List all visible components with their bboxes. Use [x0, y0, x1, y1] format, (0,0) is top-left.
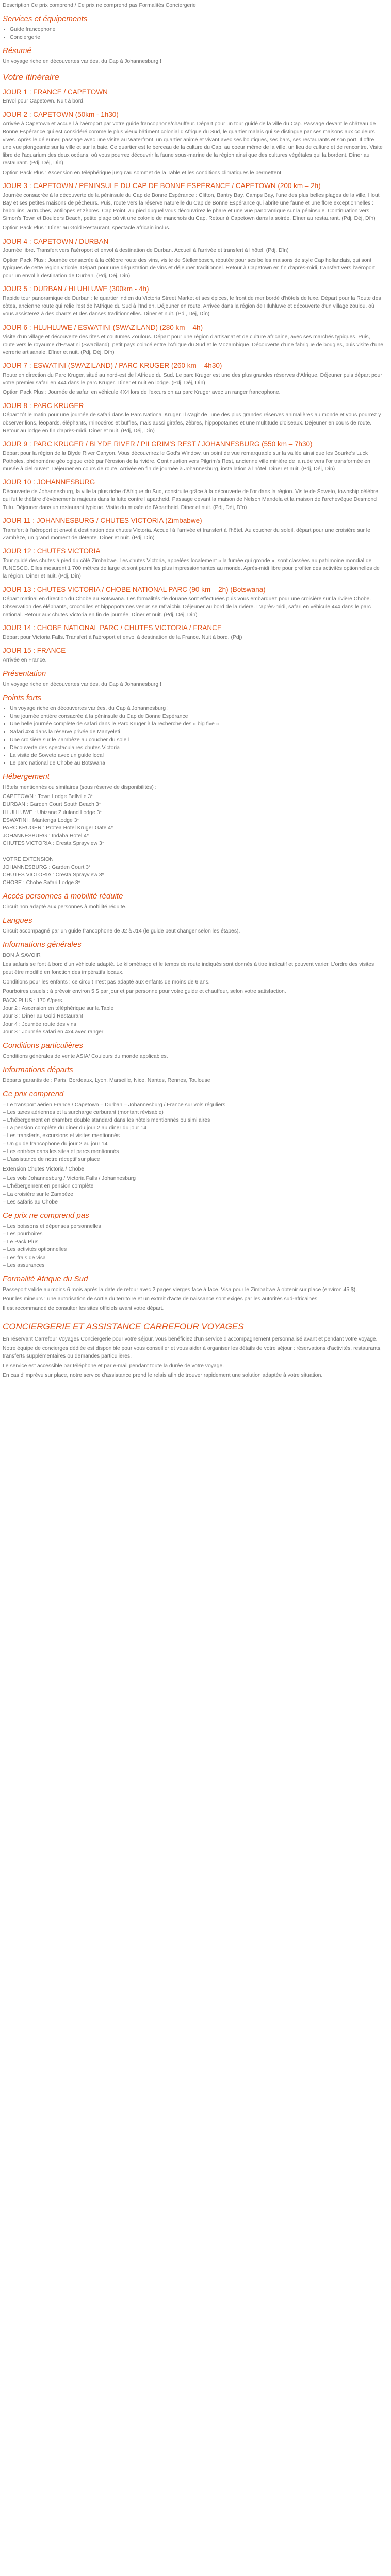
hotel-line: CAPETOWN : Town Lodge Bellville 3* [3, 794, 93, 800]
infos-subtitle: BON À SAVOIR [3, 953, 41, 959]
day-text: Rapide tour panoramique de Durban : le quartier indien du Victoria Street Market et ses épices, le front de mer bordé d'hôtels de luxe. Départ pour la Route des côtes, ancienne route qui relie l'est de l'Afrique du Sud à l'Indien. Déjeuner en route. Arrivée dans la région de Hluhluwe et découverte d'un village zoulou, où vous assisterez à des chants et des danses traditionnelles. Dîner et nuit. (Pdj, Déj, Dîn) [3, 296, 381, 317]
hotel-line [3, 848, 383, 856]
day-text: Journée libre. Transfert vers l'aéroport et envol à destination de Durban. Accueil à l'arrivée et transfert à l'hôtel. (Pdj, Dîn) [3, 248, 289, 254]
extension-list [3, 1175, 383, 1206]
hotel-line: HLUHLUWE : Ubizane Zululand Lodge 3* [3, 809, 102, 816]
mobilite-text: Circuit non adapté aux personnes à mobilité réduite. [3, 904, 127, 910]
day-title: JOUR 5 : DURBAN / HLUHLUWE (300km - 4h) [3, 285, 149, 293]
info-line: PACK PLUS : 170 €/pers. [3, 998, 64, 1004]
day-text: Départ tôt le matin pour une journée de safari dans le Parc National Kruger. Il s'agit de l'une des plus grandes réserves animalières au monde et vous pourrez y observer lions, léopards, éléphants, rhinocéros et buffles, mais aussi girafes, zèbres, hippopotames et une multitude d'oiseaux. Déjeuner en cours de route. Retour au lodge en fin d'après-midi. Dîner et nuit. (Pdj, Déj, Dîn) [3, 412, 381, 434]
resume-text: Un voyage riche en découvertes variées, du Cap à Johannesburg ! [3, 59, 161, 65]
hotel-line: DURBAN : Garden Court South Beach 3* [3, 802, 101, 808]
depart-text: Départs garantis de : Paris, Bordeaux, Lyon, Marseille, Nice, Nantes, Rennes, Toulouse [3, 1077, 210, 1083]
comprend-list [3, 1101, 383, 1164]
langues-title: Langues [3, 916, 32, 925]
day-title: JOUR 3 : CAPETOWN / PÉNINSULE DU CAP DE BONNE ESPÉRANCE / CAPETOWN (200 km – 2h) [3, 181, 321, 190]
list-item: • Un voyage riche en découvertes variées, du Cap à Johannesburg ! [10, 705, 383, 713]
comprend-item: – Un guide francophone du jour 2 au jour 14 [3, 1141, 108, 1147]
formalites-title: Formalité Afrique du Sud [3, 1274, 88, 1283]
day-text: Départ pour Victoria Falls. Transfert à l'aéroport et envol à destination de la France. Nuit à bord. (Pdj) [3, 634, 242, 640]
formalite-text: Il est recommandé de consulter les sites officiels avant votre départ. [3, 1306, 164, 1311]
extension-item: – L'hébergement en pension complète [3, 1183, 94, 1190]
comprend-item: – Le transport aérien France / Capetown – Durban – Johannesburg / France sur vols réguliers [3, 1101, 226, 1108]
list-item: • Une belle journée complète de safari dans le Parc Kruger à la recherche des « big five » [10, 720, 383, 728]
day-text: Option Pack Plus : Dîner au Gold Restaurant, spectacle africain inclus. [3, 225, 171, 231]
list-item: • La visite de Soweto avec un guide local [10, 752, 383, 759]
infos-paragraphs [3, 961, 383, 995]
footer-text: Le service est accessible par téléphone et par e-mail pendant toute la durée de votre voyage. [3, 1363, 224, 1369]
hebergement-intro: Hôtels mentionnés ou similaires (sous réserve de disponibilités) : [3, 785, 157, 790]
list-item: • Conciergerie [10, 33, 383, 41]
hotel-line: CHUTES VICTORIA : Cresta Sprayview 3* [3, 841, 104, 847]
conditions-title: Conditions particulières [3, 1041, 83, 1050]
ne-comprend-pas-item: – Les frais de visa [3, 1255, 46, 1261]
footer-text: Notre équipe de concierges dédiée est disponible pour vous conseiller et vous aider à organiser les détails de votre séjour : réservations d'activités, restaurants, transferts supplémentaires ou demandes particulières. [3, 1346, 382, 1360]
hotel-line: CHOBE : Chobe Safari Lodge 3* [3, 880, 80, 886]
conditions-text: Conditions générales de vente ASIA/ Couleurs du monde applicables. [3, 1053, 168, 1059]
day-title: JOUR 7 : ESWATINI (SWAZILAND) / PARC KRUGER (260 km – 4h30) [3, 362, 222, 370]
comprend-item: – Les taxes aériennes et la surcharge carburant (montant révisable) [3, 1109, 164, 1115]
info-line: Jour 8 : Journée safari en 4x4 avec ranger [3, 1029, 104, 1035]
list-item: • Guide francophone [10, 26, 383, 33]
info-line: Jour 4 : Journée route des vins [3, 1021, 76, 1027]
comprend-item: – L'assistance de notre réceptif sur place [3, 1156, 100, 1162]
comprend-item: – La pension complète du dîner du jour 2 au dîner du jour 14 [3, 1125, 147, 1131]
comprend-title: Ce prix comprend [3, 1089, 64, 1098]
day-text: Arrivée en France. [3, 657, 47, 663]
day-text: Envol pour Capetown. Nuit à bord. [3, 98, 85, 105]
itinerary-title: Votre itinéraire [3, 72, 59, 82]
day-text: Route en direction du Parc Kruger, situé au nord-est de l'Afrique du Sud. Le parc Kruger est une des plus grandes réserves d'Afrique. Déjeuner puis départ pour votre premier safari en 4x4 dans le parc Kruger. Dîner et nuit en lodge. (Pdj, Déj, Dîn) [3, 372, 382, 386]
day-title: JOUR 6 : HLUHLUWE / ESWATINI (SWAZILAND) (280 km – 4h) [3, 323, 203, 331]
day-text: Journée consacrée à la découverte de la péninsule du Cap de Bonne Espérance : Clifton, Bantry Bay, Camps Bay, l'une des plus belles plages de la ville, Hout Bay et ses petites maisons de pêcheurs. Puis, route vers la réserve naturelle du Cap de Bonne Espérance qui abrite une faune et une flore exceptionnelles : babouins, autruches, antilopes et zèbres. Cap Point, au pied duquel vous découvrirez le phare et une vue panoramique sur la péninsule. Continuation vers Simon's Town et Boulders Beach, petite plage où vit une colonie de manchots du Cap. Retour à Capetown dans la soirée. Dîner au restaurant. (Pdj, Déj, Dîn) [3, 192, 380, 222]
extension-item: – Les safaris au Chobe [3, 1199, 58, 1205]
day-title: JOUR 10 : JOHANNESBURG [3, 478, 95, 486]
hebergement-title: Hébergement [3, 772, 50, 782]
ne-comprend-pas-item: – Les pourboires [3, 1231, 43, 1237]
ne-comprend-pas-title: Ce prix ne comprend pas [3, 1211, 89, 1220]
ne-comprend-pas-list [3, 1223, 383, 1269]
info-text: Pourboires usuels : à prévoir environ 5 $ par jour et par personne pour votre guide et chauffeur, selon votre satisfaction. [3, 988, 286, 994]
day-text: Option Pack Plus : Journée consacrée à la célèbre route des vins, visite de Stellenbosch, réputée pour ses belles maisons de style Cap hollandais, qui sont typiques de cette région viticole. Départ pour une dégustation de vins et déjeuner traditionnel. Retour à Capetown en fin d'après-midi, transfert vers l'aéroport pour un envol à destination de Durban. (Pdj, Déj, Dîn) [3, 257, 375, 279]
info-text: Les safaris se font à bord d'un véhicule adapté. Le kilométrage et le temps de route indiqués sont donnés à titre indicatif et peuvent varier. L'ordre des visites peut être modifié en fonction des impératifs locaux. [3, 962, 374, 976]
hotel-line: PARC KRUGER : Protea Hotel Kruger Gate 4* [3, 825, 113, 831]
formalites-paragraphs [3, 1286, 383, 1313]
mobilite-title: Accès personnes à mobilité réduite [3, 892, 123, 901]
day-text: Option Pack Plus : Journée de safari en véhicule 4X4 lors de l'excursion au parc Kruger avec un ranger francophone. [3, 389, 281, 396]
day-text: Découverte de Johannesburg, la ville la plus riche d'Afrique du Sud, construite grâce à la découverte de l'or dans la région. Visite de Soweto, township célèbre qui fut le théâtre d'événements majeurs dans la lutte contre l'apartheid. Passage devant la maison de Nelson Mandela et la maison de l'archevêque Desmond Tutu. Déjeuner dans un restaurant typique. Visite du musée de l'Apartheid. Dîner et nuit. (Pdj, Déj, Dîn) [3, 489, 379, 511]
footer-text: En réservant Carrefour Voyages Conciergerie pour votre séjour, vous bénéficiez d'un service d'accompagnement personnalisé avant et pendant votre voyage. [3, 1336, 378, 1342]
extension-item: – La croisière sur le Zambèze [3, 1191, 73, 1197]
list-item: • Safari 4x4 dans la réserve privée de Manyeleti [10, 728, 383, 736]
services-list [3, 26, 383, 41]
hotel-line: ESWATINI : Mantenga Lodge 3* [3, 817, 79, 823]
extension-item: – Les vols Johannesburg / Victoria Falls / Johannesburg [3, 1176, 136, 1182]
points-forts-title: Points forts [3, 693, 42, 702]
ne-comprend-pas-item: – Les assurances [3, 1262, 45, 1268]
formalite-text: Pour les mineurs : une autorisation de sortie du territoire et un extrait d'acte de naissance sont exigés par les autorités sud-africaines. [3, 1296, 319, 1302]
day-text: Départ matinal en direction du Chobe au Botswana. Les formalités de douane sont effectuées puis vous embarquez pour une croisière sur la rivière Chobe. Observation des éléphants, crocodiles et hippopotames venus se rafraîchir. Déjeuner au bord de la rivière. L'après-midi, safari en véhicule 4x4 dans le parc national. Retour aux chutes Victoria en fin de journée. Dîner et nuit. (Pdj, Déj, Dîn) [3, 596, 371, 618]
itinerary-days [3, 88, 383, 665]
ne-comprend-pas-item: – Les boissons et dépenses personnelles [3, 1223, 101, 1229]
day-text: Départ pour la région de la Blyde River Canyon. Vous découvrirez le God's Window, un point de vue remarquable sur la vallée ainsi que les Bourke's Luck Potholes, phénomène géologique créé par l'érosion de la rivière. Continuation vers Pilgrim's Rest, ancienne ville minière de la ruée vers l'or transformée en musée à ciel ouvert. Déjeuner en cours de route. Arrivée en fin de journée à Johannesburg, installation à l'hôtel. Dîner et nuit. (Pdj, Déj, Dîn) [3, 450, 370, 472]
comprend-item: – Les entrées dans les sites et parcs mentionnés [3, 1148, 119, 1155]
day-title: JOUR 9 : PARC KRUGER / BLYDE RIVER / PILGRIM'S REST / JOHANNESBURG (550 km – 7h30) [3, 439, 313, 448]
day-title: JOUR 2 : CAPETOWN (50km - 1h30) [3, 110, 119, 118]
day-title: JOUR 13 : CHUTES VICTORIA / CHOBE NATIONAL PARC (90 km – 2h) (Botswana) [3, 585, 266, 594]
infos-title: Informations générales [3, 940, 82, 950]
footer-text: En cas d'imprévu sur place, notre service d'assistance prend le relais afin de trouver rapidement une solution adaptée à votre situation. [3, 1372, 323, 1378]
hotel-line: CHUTES VICTORIA : Cresta Sprayview 3* [3, 872, 104, 878]
day-text: Arrivée à Capetown et accueil à l'aéroport par votre guide francophone/chauffeur. Départ pour un tour guidé de la ville du Cap. Passage devant le château de Bonne Espérance qui est considéré comme le plus vieux bâtiment colonial d'Afrique du Sud, le quartier malais qui se distingue par ses maisons aux couleurs vives. Après le déjeuner, passage avec une visite au Waterfront, un quartier animé et vivant avec ses boutiques, ses bars, ses restaurants et son port. Il offre une vue plongeante sur la ville et sur la baie. Ce quartier est le berceau de la culture du Cap, au coeur même de la ville, un lieu de culture et de rencontre. Visite libre de l'aquarium des deux océans, où vous pourrez découvrir la faune sous-marine de la région ainsi que des cultures végétales qui la bordent. Dîner au restaurant. (Pdj, Déj, Dîn) [3, 121, 383, 166]
extension-title: Extension Chutes Victoria / Chobe [3, 1166, 85, 1173]
info-line: Jour 3 : Dîner au Gold Restaurant [3, 1013, 83, 1020]
hebergement-lines [3, 793, 383, 887]
day-text: Visite d'un village et découverte des rites et coutumes Zoulous. Départ pour une région d'artisanat et de culture africaine, avec ses marchés typiques. Puis, route vers le royaume d'Eswatini (Swaziland), petit pays coincé entre l'Afrique du Sud et le Mozambique. Découverte d'une fabrique de bougies, puis visite d'une verrerie artisanale. Dîner et nuit. (Pdj, Déj, Dîn) [3, 334, 383, 355]
day-text: Option Pack Plus : Ascension en téléphérique jusqu'au sommet de la Table et les conditions climatiques le permettent. [3, 170, 283, 176]
langues-text: Circuit accompagné par un guide francophone de J2 à J14 (le guide peut changer selon les étapes). [3, 928, 240, 935]
list-item: • Une croisière sur le Zambèze au coucher du soleil [10, 736, 383, 744]
info-line: Jour 2 : Ascension en téléphérique sur la Table [3, 1006, 114, 1012]
info-text: Conditions pour les enfants : ce circuit n'est pas adapté aux enfants de moins de 6 ans. [3, 979, 210, 985]
points-forts-list [3, 705, 383, 768]
list-item: • Découverte des spectaculaires chutes Victoria [10, 744, 383, 752]
formalite-text: Passeport valide au moins 6 mois après la date de retour avec 2 pages vierges face à face. Visa pour le Zimbabwe à obtenir sur place (environ 45 $). [3, 1286, 357, 1293]
comprend-item: – L'hébergement en chambre double standard dans les hôtels mentionnés ou similaires [3, 1117, 210, 1123]
day-text: Tour guidé des chutes à pied du côté Zimbabwe. Les chutes Victoria, appelées localement « la fumée qui gronde », sont classées au patrimoine mondial de l'UNESCO. Elles mesurent 1 700 mètres de large et sont parmi les plus impressionnantes au monde. Après-midi libre pour profiter des activités optionnelles de la région. Dîner et nuit. (Pdj, Dîn) [3, 557, 380, 580]
ne-comprend-pas-item: – Le Pack Plus [3, 1239, 39, 1245]
day-title: JOUR 11 : JOHANNESBURG / CHUTES VICTORIA (Zimbabwe) [3, 516, 202, 524]
ne-comprend-pas-item: – Les activités optionnelles [3, 1247, 67, 1253]
day-title: JOUR 8 : PARC KRUGER [3, 401, 84, 410]
day-title: JOUR 12 : CHUTES VICTORIA [3, 547, 101, 555]
infos-lines [3, 997, 383, 1036]
list-item: • Une journée entière consacrée à la péninsule du Cap de Bonne Espérance [10, 713, 383, 720]
footer-title: CONCIERGERIE ET ASSISTANCE CARREFOUR VOYAGES [3, 1321, 244, 1332]
services-title: Services et équipements [3, 14, 88, 24]
presentation-title: Présentation [3, 669, 46, 679]
day-text: Transfert à l'aéroport et envol à destination des chutes Victoria. Accueil à l'arrivée et transfert à l'hôtel. Au coucher du soleil, départ pour une croisière sur le Zambèze, un grand moment de détente. Dîner et nuit. (Pdj, Dîn) [3, 527, 370, 541]
page-intro: Description Ce prix comprend / Ce prix ne comprend pas Formalités Conciergerie [3, 3, 196, 8]
resume-title: Résumé [3, 46, 31, 56]
day-title: JOUR 14 : CHOBE NATIONAL PARC / CHUTES VICTORIA / FRANCE [3, 623, 222, 632]
presentation-text: Un voyage riche en découvertes variées, du Cap à Johannesburg ! [3, 681, 161, 687]
list-item: • Le parc national de Chobe au Botswana [10, 759, 383, 767]
depart-title: Informations départs [3, 1065, 73, 1074]
hotel-line: JOHANNESBURG : Indaba Hotel 4* [3, 833, 89, 839]
hotel-line: JOHANNESBURG : Garden Court 3* [3, 864, 91, 870]
day-title: JOUR 1 : FRANCE / CAPETOWN [3, 88, 108, 96]
footer-paragraphs [3, 1335, 383, 1379]
comprend-item: – Les transferts, excursions et visites mentionnés [3, 1133, 120, 1139]
day-title: JOUR 4 : CAPETOWN / DURBAN [3, 237, 109, 245]
hotel-line: VOTRE EXTENSION [3, 856, 54, 862]
day-title: JOUR 15 : FRANCE [3, 647, 66, 654]
